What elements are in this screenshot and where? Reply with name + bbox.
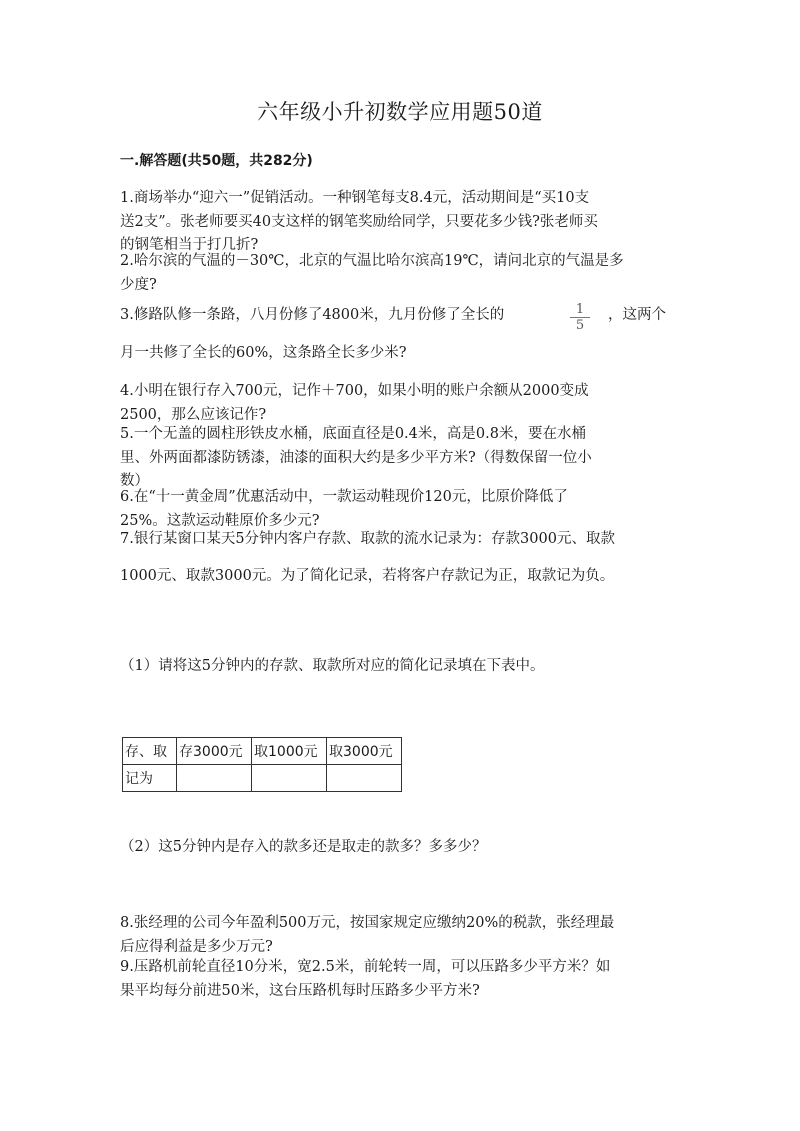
question-line: 少度? <box>120 276 157 293</box>
question-8 <box>120 912 685 959</box>
question-4 <box>120 380 685 427</box>
table-row-label: 记为 <box>123 765 177 792</box>
page-title: 六年级小升初数学应用题50道 <box>257 100 543 124</box>
table-header-cell: 存、取 <box>123 738 177 765</box>
question-line: 8.张经理的公司今年盈利500万元，按国家规定应缴纳20%的税款，张经理最 <box>120 915 615 931</box>
table-header-cell: 取1000元 <box>252 738 327 765</box>
fraction-denominator: 5 <box>575 318 585 333</box>
section-heading: 一.解答题(共50题，共282分) <box>120 153 313 169</box>
fraction-numerator: 1 <box>570 302 590 318</box>
question-line: 4.小明在银行存入700元，记作＋700，如果小明的账户余额从2000变成 <box>120 383 589 399</box>
question-7-line-1 <box>120 528 685 552</box>
table-header-cell: 存3000元 <box>177 738 252 765</box>
question-line: 5.一个无盖的圆柱形铁皮水桶，底面直径是0.4米，高是0.8米，要在水桶 <box>120 426 586 442</box>
question-line: 2.哈尔滨的气温的－30℃，北京的气温比哈尔滨高19℃，请问北京的气温是多 <box>120 253 624 269</box>
table-header-cell: 取3000元 <box>327 738 402 765</box>
question-line: 数） <box>120 473 149 489</box>
table-answer-cell[interactable] <box>177 765 252 792</box>
question-line: 果平均每分前进50米，这台压路机每时压路多少平方米? <box>120 982 480 999</box>
table-row <box>123 765 402 792</box>
record-table <box>122 737 402 792</box>
question-line: 1.商场举办“迎六一”促销活动。一种钢笔每支8.4元，活动期间是“买10支 <box>120 190 590 206</box>
table-answer-cell[interactable] <box>252 765 327 792</box>
question-line: ，这两个 <box>608 307 666 323</box>
question-line: 6.在“十一黄金周”优惠活动中，一款运动鞋现价120元，比原价降低了 <box>120 489 568 505</box>
question-line: 的钢笔相当于打几折? <box>120 237 259 253</box>
sub-question: （2）这5分钟内是存入的款多还是取走的款多？多多少？ <box>120 839 487 855</box>
table-row <box>123 738 402 765</box>
question-line: 7.银行某窗口某天5分钟内客户存款、取款的流水记录为：存款3000元、取款 <box>120 531 615 547</box>
question-1 <box>120 187 685 258</box>
sub-question: （1）请将这5分钟内的存款、取款所对应的简化记录填在下表中。 <box>120 658 545 674</box>
question-line: 2500，那么应该记作? <box>120 406 267 423</box>
question-3-line-1-end <box>608 304 688 328</box>
question-6 <box>120 486 685 533</box>
question-line: 25%。这款运动鞋原价多少元? <box>120 512 320 529</box>
question-2 <box>120 250 685 297</box>
question-line: 月一共修了全长的60%，这条路全长多少米? <box>120 345 407 361</box>
question-line: 里、外两面都漆防锈漆，油漆的面积大约是多少平方米?（得数保留一位小 <box>120 449 592 466</box>
question-7-sub-1 <box>120 655 685 679</box>
fraction-one-fifth <box>570 302 590 333</box>
question-line: 1000元、取款3000元。为了简化记录，若将客户存款记为正，取款记为负。 <box>120 568 615 584</box>
question-9 <box>120 956 685 1003</box>
question-line: 3.修路队修一条路，八月份修了4800米，九月份修了全长的 <box>120 307 505 323</box>
question-line: 后应得利益是多少万元? <box>120 938 273 955</box>
table-answer-cell[interactable] <box>327 765 402 792</box>
question-3-line-2 <box>120 342 685 366</box>
question-5 <box>120 423 685 494</box>
record-table-wrapper <box>122 737 402 792</box>
question-7-line-2 <box>120 565 685 589</box>
question-line: 9.压路机前轮直径10分米，宽2.5米，前轮转一周，可以压路多少平方米？如 <box>120 959 611 975</box>
question-line: 送2支”。张老师要买40支这样的钢笔奖励给同学，只要花多少钱?张老师买 <box>120 213 598 230</box>
question-3-line-1 <box>120 304 685 328</box>
question-7-sub-2 <box>120 836 685 860</box>
